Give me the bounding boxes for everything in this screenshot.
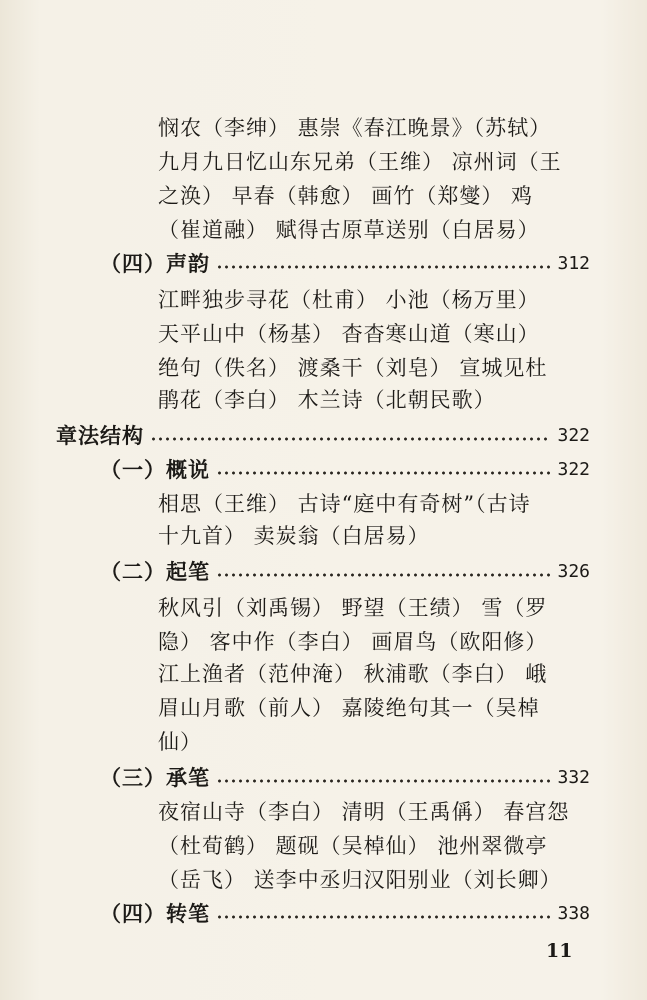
toc-entry-text: 之涣） 早春（韩愈） 画竹（郑燮） 鸡	[158, 184, 534, 208]
toc-entry-text: 隐） 客中作（李白） 画眉鸟（欧阳修）	[158, 630, 548, 654]
leader-dots	[216, 573, 551, 577]
toc-entry-text: （崔道融） 赋得古原草送别（白居易）	[158, 218, 540, 242]
toc-entry-text: 悯农（李绅） 惠崇《春江晚景》（苏轼）	[158, 116, 552, 140]
leader-dots	[216, 915, 551, 919]
toc-entry-text: 眉山月歌（前人） 嘉陵绝句其一（吴棹	[158, 696, 540, 720]
toc-section-turning	[100, 900, 590, 928]
toc-section-label: （一）概说	[100, 457, 210, 482]
toc-section-label: （四）声韵	[100, 251, 210, 276]
toc-section-label: （二）起笔	[100, 559, 210, 584]
toc-page-number: 326	[557, 561, 590, 582]
toc-section-overview	[100, 456, 590, 484]
toc-section-label: （三）承笔	[100, 765, 210, 790]
leader-dots	[150, 437, 551, 441]
leader-dots	[216, 265, 551, 269]
toc-entry-text: 十九首） 卖炭翁（白居易）	[158, 524, 430, 548]
toc-section-sound	[100, 250, 590, 278]
toc-section-opening	[100, 558, 590, 586]
toc-entry-text: 天平山中（杨基） 杳杳寒山道（寒山）	[158, 322, 540, 346]
toc-entry-text: 九月九日忆山东兄弟（王维） 凉州词（王	[158, 150, 562, 174]
toc-entry-text: 夜宿山寺（李白） 清明（王禹偁） 春宫怨	[158, 800, 570, 824]
toc-entry-text: 江上渔者（范仲淹） 秋浦歌（李白） 峨	[158, 662, 548, 686]
toc-page-number: 322	[557, 425, 590, 446]
toc-page-number: 322	[557, 459, 590, 480]
toc-page-number: 312	[557, 253, 590, 274]
toc-entry-text: 相思（王维） 古诗“庭中有奇树”（古诗	[158, 492, 531, 516]
toc-page-number: 332	[557, 767, 590, 788]
toc-page-number: 338	[557, 903, 590, 924]
toc-entry-text: 鹃花（李白） 木兰诗（北朝民歌）	[158, 388, 496, 412]
toc-chapter-structure	[56, 422, 590, 450]
toc-entry-text: （岳飞） 送李中丞归汉阳别业（刘长卿）	[158, 868, 562, 892]
leader-dots	[216, 471, 551, 475]
toc-section-label: （四）转笔	[100, 901, 210, 926]
toc-entry-text: （杜荀鹤） 题砚（吴棹仙） 池州翠微亭	[158, 834, 548, 858]
leader-dots	[216, 779, 551, 783]
toc-chapter-label: 章法结构	[56, 423, 144, 448]
page-number: 11	[546, 940, 573, 962]
toc-section-continuation	[100, 764, 590, 792]
toc-entry-text: 绝句（佚名） 渡桑干（刘皂） 宣城见杜	[158, 356, 548, 380]
toc-entry-text: 仙）	[158, 730, 202, 754]
toc-entry-text: 秋风引（刘禹锡） 野望（王绩） 雪（罗	[158, 596, 548, 620]
toc-entry-text: 江畔独步寻花（杜甫） 小池（杨万里）	[158, 288, 540, 312]
